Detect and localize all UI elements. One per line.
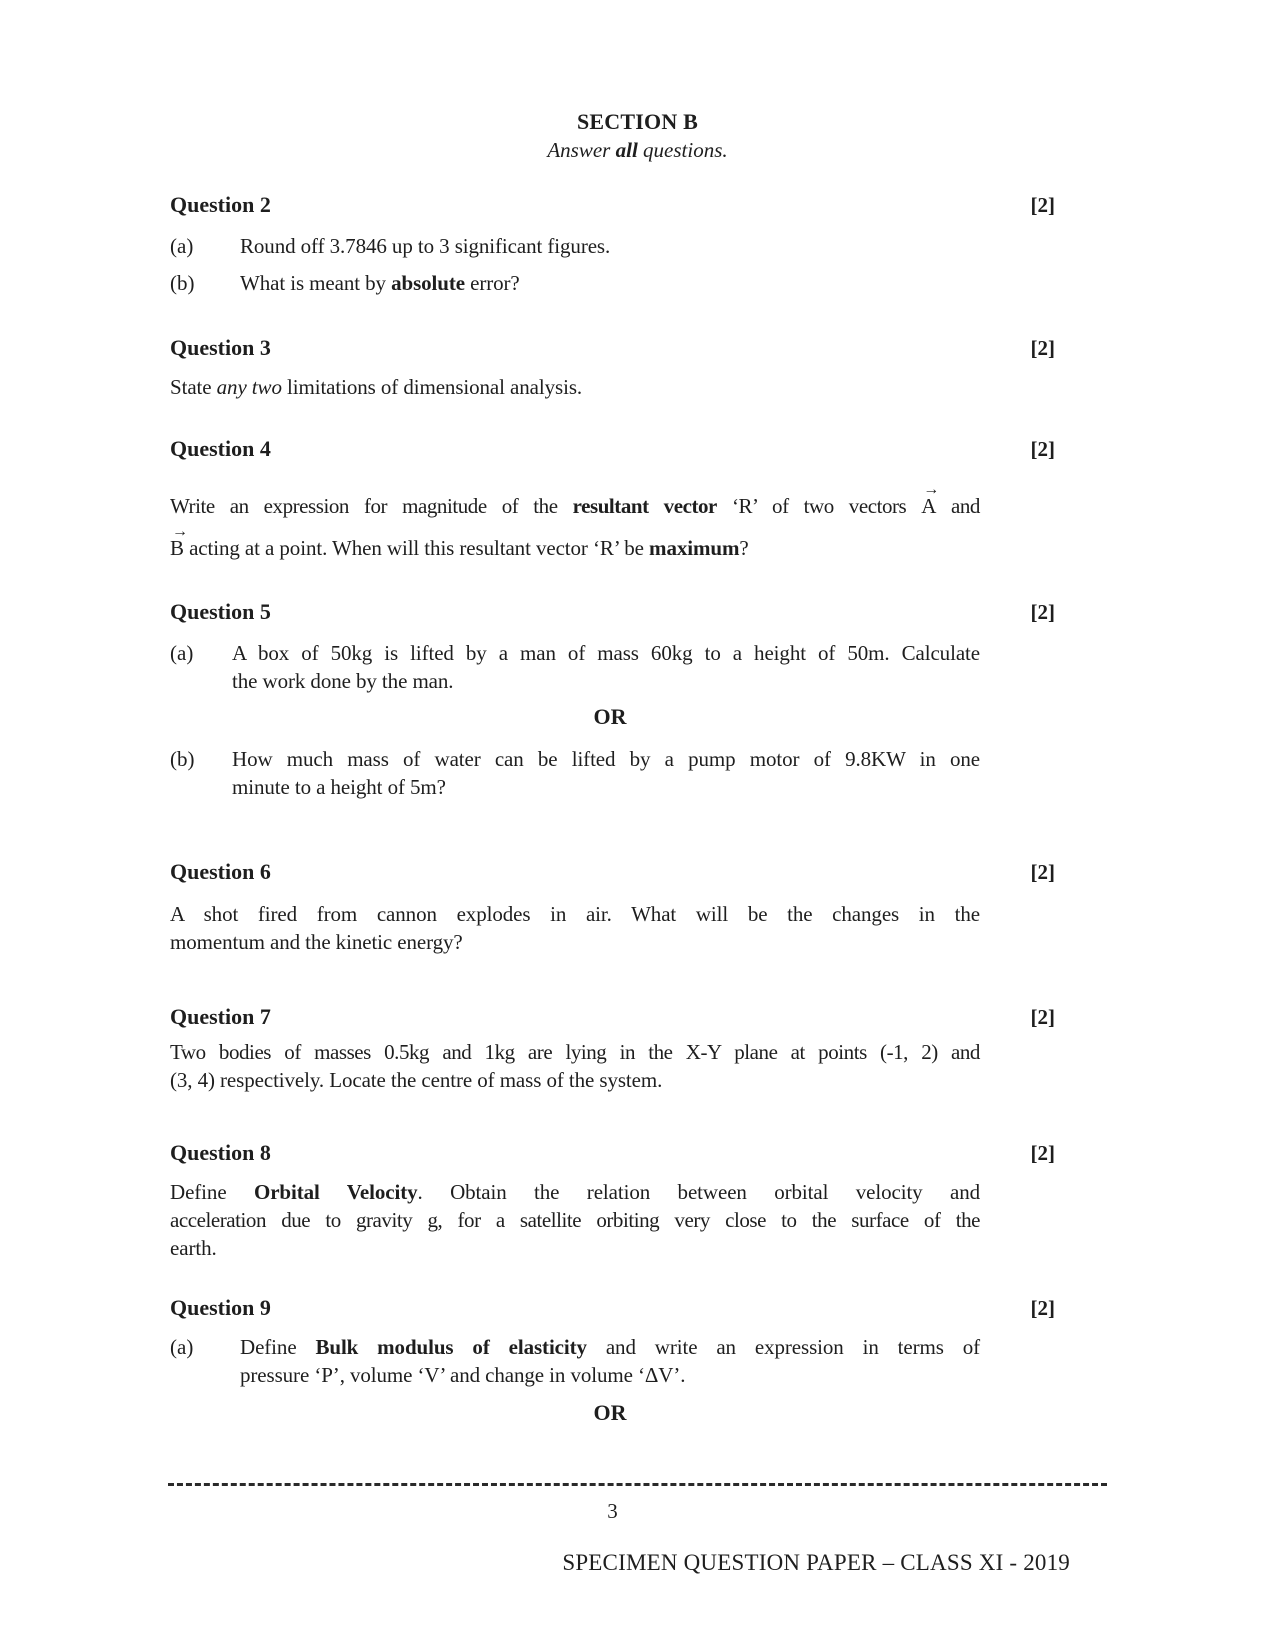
item-text <box>240 232 980 260</box>
footer-note: SPECIMEN QUESTION PAPER – CLASS XI - 2019 <box>562 1550 1070 1575</box>
paragraph-line: earth. <box>170 1236 217 1260</box>
or-separator: OR <box>593 1400 627 1425</box>
question-5 <box>170 597 1055 801</box>
answer-item-a <box>170 232 980 260</box>
question-heading <box>170 333 1055 363</box>
question-marks: [2] <box>1030 1141 1055 1165</box>
paragraph-line: How much mass of water can be lifted by a pump motor of 9.8KW in one <box>232 747 980 771</box>
paragraph-line: Write an expression for magnitude of the resultant vector ‘R’ of two vectors → A and <box>170 477 980 520</box>
question-title: Question 6 <box>170 859 271 884</box>
question-heading <box>170 434 1055 464</box>
paragraph-line: (3, 4) respectively. Locate the centre of mass of the system. <box>170 1068 663 1092</box>
question-title: Question 9 <box>170 1295 271 1320</box>
question-body <box>170 477 980 562</box>
paragraph-line: acceleration due to gravity g, for a satellite orbiting very close to the surface of the <box>170 1208 980 1232</box>
answer-item-a <box>170 639 980 695</box>
paragraph-line: momentum and the kinetic energy? <box>170 930 463 954</box>
question-9 <box>170 1293 1055 1427</box>
vector-arrow-notation: → A <box>921 492 936 520</box>
paragraph-line: Define Orbital Velocity. Obtain the relation between orbital velocity and <box>170 1180 981 1204</box>
question-heading <box>170 1138 1055 1168</box>
question-body <box>170 373 980 401</box>
item-label: (b) <box>170 271 195 295</box>
question-title: Question 3 <box>170 335 271 360</box>
question-2 <box>170 190 1055 297</box>
question-8 <box>170 1138 1055 1262</box>
paragraph-line: Two bodies of masses 0.5kg and 1kg are lying in the X-Y plane at points (-1, 2) and <box>170 1040 980 1064</box>
question-title: Question 4 <box>170 436 271 461</box>
paragraph-line: pressure ‘P’, volume ‘V’ and change in volume ‘ΔV’. <box>240 1363 686 1387</box>
section-instruction: Answer all questions. <box>547 138 728 162</box>
answer-item-b <box>170 269 980 297</box>
item-text <box>240 269 980 297</box>
question-title: Question 2 <box>170 192 271 217</box>
question-body <box>170 900 980 956</box>
item-label: (a) <box>170 234 194 258</box>
question-title: Question 5 <box>170 599 271 624</box>
question-marks: [2] <box>1030 860 1055 884</box>
section-title: SECTION B <box>576 109 698 134</box>
vector-arrow-notation: → B <box>170 534 184 562</box>
question-marks: [2] <box>1030 193 1055 217</box>
section-header <box>220 108 1055 164</box>
paragraph-line: State any two limitations of dimensional analysis. <box>170 375 583 399</box>
question-marks: [2] <box>1030 1005 1055 1029</box>
question-marks: [2] <box>1030 336 1055 360</box>
paragraph-line: Round off 3.7846 up to 3 significant figures. <box>240 234 611 258</box>
question-4 <box>170 434 1055 562</box>
item-text <box>240 1333 980 1389</box>
paragraph-line: the work done by the man. <box>232 669 454 693</box>
question-title: Question 8 <box>170 1140 271 1165</box>
paragraph-line: What is meant by absolute error? <box>240 271 520 295</box>
question-title: Question 7 <box>170 1004 271 1029</box>
question-heading <box>170 1002 1055 1032</box>
question-heading <box>170 597 1055 627</box>
question-heading <box>170 190 1055 220</box>
paragraph-line: A box of 50kg is lifted by a man of mass 60kg to a height of 50m. Calculate <box>232 641 980 665</box>
item-label: (a) <box>170 1335 194 1359</box>
answer-item-a <box>170 1333 980 1389</box>
question-marks: [2] <box>1030 1296 1055 1320</box>
page-number: 3 <box>607 1499 618 1523</box>
paragraph-line: → B acting at a point. When will this resultant vector ‘R’ be maximum? <box>170 520 980 562</box>
page-content <box>170 0 1070 1578</box>
item-label: (a) <box>170 641 194 665</box>
question-6 <box>170 857 1055 956</box>
answer-item-b <box>170 745 980 801</box>
question-body <box>170 1178 980 1262</box>
paragraph-line: Define Bulk modulus of elasticity and write an expression in terms of <box>240 1335 980 1359</box>
page-divider <box>168 1483 1107 1486</box>
paragraph-line: minute to a height of 5m? <box>232 775 446 799</box>
paragraph-line: A shot fired from cannon explodes in air. What will be the changes in the <box>170 902 980 926</box>
question-3 <box>170 333 1055 401</box>
question-marks: [2] <box>1030 437 1055 461</box>
item-label: (b) <box>170 747 195 771</box>
question-7 <box>170 1002 1055 1094</box>
question-marks: [2] <box>1030 600 1055 624</box>
item-text <box>232 745 980 801</box>
question-heading <box>170 857 1055 887</box>
question-heading <box>170 1293 1055 1323</box>
question-body <box>170 1038 980 1094</box>
or-separator: OR <box>593 704 627 729</box>
item-text <box>232 639 980 695</box>
